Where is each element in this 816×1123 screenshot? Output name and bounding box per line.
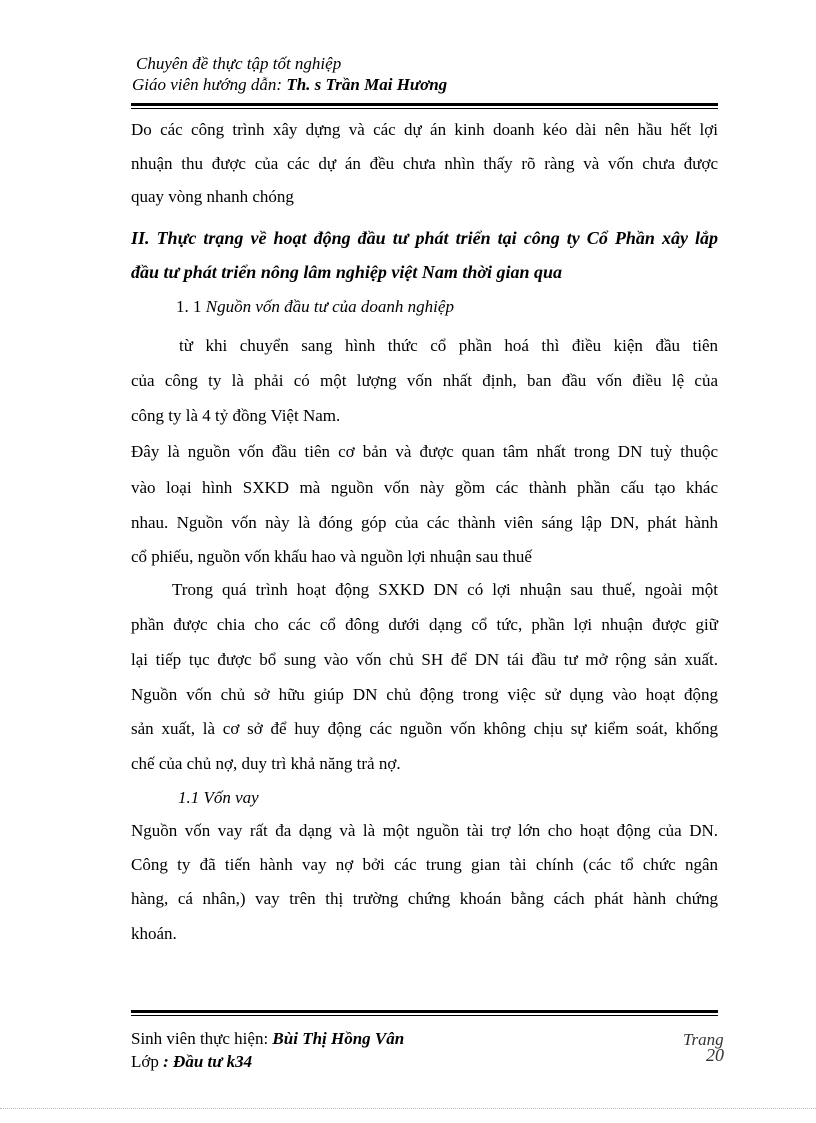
subsection-number: 1.1: [178, 788, 204, 807]
subsection-heading: [176, 297, 763, 317]
footer-rule: [131, 1010, 718, 1016]
paragraph-line: của công ty là phải có một lượng vốn nhất định, ban đầu vốn điều lệ của: [131, 371, 718, 390]
section-heading-line: II. Thực trạng về hoạt động đầu tư phát triển tại công ty Cổ Phần xây lắp: [131, 228, 718, 248]
header-supervisor: [132, 75, 447, 95]
paragraph-line: lại tiếp tục được bổ sung vào vốn chủ SH để DN tái đầu tư mở rộng sản xuất.: [131, 650, 718, 669]
footer-class-name: : Đầu tư k34: [163, 1052, 253, 1071]
paragraph-line: khoán.: [131, 924, 177, 943]
footer-student-name: Bùi Thị Hồng Vân: [272, 1029, 405, 1048]
page-boundary-divider: [0, 1108, 816, 1109]
paragraph-line: phần được chia cho các cổ đông dưới dạng cổ tức, phần lợi nhuận được giữ: [131, 615, 718, 634]
paragraph-line: công ty là 4 tỷ đồng Việt Nam.: [131, 406, 341, 425]
paragraph-line: nhuận thu được của các dự án đều chưa nhìn thấy rõ ràng và vốn chưa được: [131, 154, 718, 173]
subsection-title: Nguồn vốn đầu tư của doanh nghiệp: [205, 297, 454, 316]
subsection-number: 1. 1: [176, 297, 206, 316]
header-course-title: Chuyên đề thực tập tốt nghiệp: [136, 54, 342, 73]
section-heading-line: đầu tư phát triển nông lâm nghiệp việt Nam thời gian qua: [131, 262, 563, 282]
subsection-title: Vốn vay: [203, 788, 259, 807]
footer-student: [131, 1029, 404, 1049]
paragraph-line: quay vòng nhanh chóng: [131, 187, 294, 206]
footer-class-label: Lớp: [131, 1052, 164, 1071]
footer-student-label: Sinh viên thực hiện:: [131, 1029, 273, 1048]
paragraph-line: cổ phiếu, nguồn vốn khấu hao và nguồn lợi nhuận sau thuế: [131, 547, 532, 566]
paragraph-line: Nguồn vốn vay rất đa dạng và là một nguồn tài trợ lớn cho hoạt động của DN.: [131, 821, 718, 840]
paragraph-line: chế của chủ nợ, duy trì khả năng trả nợ.: [131, 754, 401, 773]
header-rule: [131, 103, 718, 109]
paragraph-line: Do các công trình xây dựng và các dự án kinh doanh kéo dài nên hầu hết lợi: [131, 120, 718, 139]
paragraph-line: vào loại hình SXKD mà nguồn vốn này gồm các thành phần cấu tạo khác: [131, 478, 718, 497]
paragraph-line: sản xuất, là cơ sở để huy động các nguồn vốn không chịu sự kiểm soát, khống: [131, 719, 718, 738]
paragraph-line: nhau. Nguồn vốn này là đóng góp của các thành viên sáng lập DN, phát hành: [131, 513, 718, 532]
paragraph-line: Trong quá trình hoạt động SXKD DN có lợi nhuận sau thuế, ngoài một: [172, 580, 718, 599]
paragraph-line: hàng, cá nhân,) vay trên thị trường chứng khoán bằng cách phát hành chứng: [131, 889, 718, 908]
paragraph-line: Công ty đã tiến hành vay nợ bởi các trung gian tài chính (các tổ chức ngân: [131, 855, 718, 874]
footer-class: [131, 1052, 252, 1072]
paragraph-line: Đây là nguồn vốn đầu tiên cơ bản và được quan tâm nhất trong DN tuỳ thuộc: [131, 442, 718, 461]
header-supervisor-name: Th. s Trần Mai Hương: [286, 75, 448, 94]
page-label: Trang: [683, 1030, 724, 1049]
paragraph-line: từ khi chuyển sang hình thức cổ phần hoá thì điều kiện đầu tiên: [179, 336, 718, 355]
paragraph-line: Nguồn vốn chủ sở hữu giúp DN chủ động trong việc sử dụng vào hoạt động: [131, 685, 718, 704]
subsection-heading: [178, 788, 765, 808]
header-supervisor-label: Giáo viên hướng dẫn:: [132, 75, 287, 94]
page-number: 20: [706, 1045, 724, 1065]
